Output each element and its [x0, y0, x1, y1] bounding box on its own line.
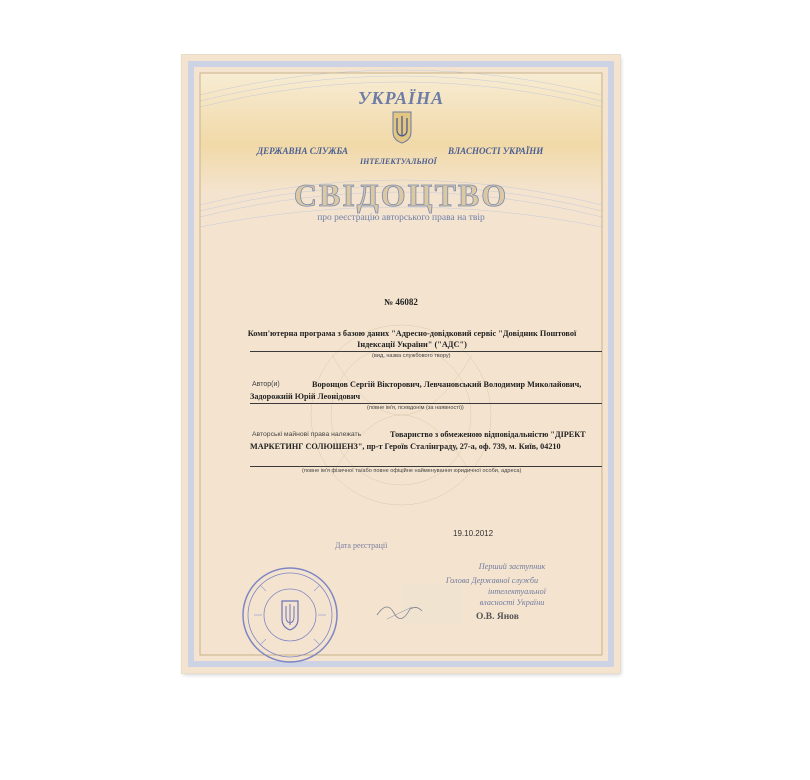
agency-left-text: ДЕРЖАВНА СЛУЖБА — [257, 146, 348, 156]
authors-value: Воронцов Сергій Вікторович, Левчановський Володимир Миколайович, Задорожній Юрій Леонідович — [250, 380, 582, 401]
registration-date: 19.10.2012 — [453, 529, 494, 538]
authors-underline — [250, 403, 602, 404]
certificate-number: № 46082 — [384, 297, 418, 307]
certificate-document — [182, 55, 620, 673]
rights-label: Авторські майнові права належать — [252, 431, 362, 438]
document-subtitle: про реєстрацію авторського права на твір — [317, 213, 485, 223]
signatory-position-4: власності України — [479, 598, 545, 607]
author-caption: (повне ім'я, псевдонім (за наявності)) — [367, 405, 464, 411]
trident-emblem-icon — [391, 110, 413, 144]
author-label: Автор(и) — [252, 381, 280, 388]
rights-holder-value: Товариство з обмеженою відповідальністю "ДІРЕКТ МАРКЕТИНГ СОЛЮШЕНЗ", пр-т Героїв Сталінграду, 27-а, оф. 739, м. Київ, 04210 — [250, 430, 586, 451]
rights-caption: (повне ім'я фізичної та/або повне офіційне найменування юридичної особи, адреса) — [302, 468, 522, 474]
signatory-name: О.В. Янов — [476, 612, 519, 622]
work-title-underline — [250, 351, 602, 352]
work-caption: (вид, назва службового твору) — [372, 353, 451, 359]
signatory-position-2: Голова Державної служби — [445, 576, 539, 585]
rights-underline — [250, 466, 602, 467]
signatory-position-3: інтелектуальної — [488, 587, 546, 596]
agency-right-text: ВЛАСНОСТІ УКРАЇНИ — [448, 146, 544, 156]
signature-icon — [362, 585, 462, 625]
agency-middle-text: ІНТЕЛЕКТУАЛЬНОЇ — [360, 157, 437, 166]
registration-date-label: Дата реєстрації — [335, 541, 388, 550]
document-title: СВІДОЦТВО — [293, 177, 509, 213]
official-seal-icon — [240, 565, 340, 665]
work-title: Комп'ютерна програма з базою даних "Адресно-довідковий сервіс "Довідник Поштової Індексації України" ("АДС") — [247, 329, 577, 349]
signatory-position-1: Перший заступник — [478, 562, 546, 571]
country-heading: УКРАЇНА — [357, 88, 445, 108]
